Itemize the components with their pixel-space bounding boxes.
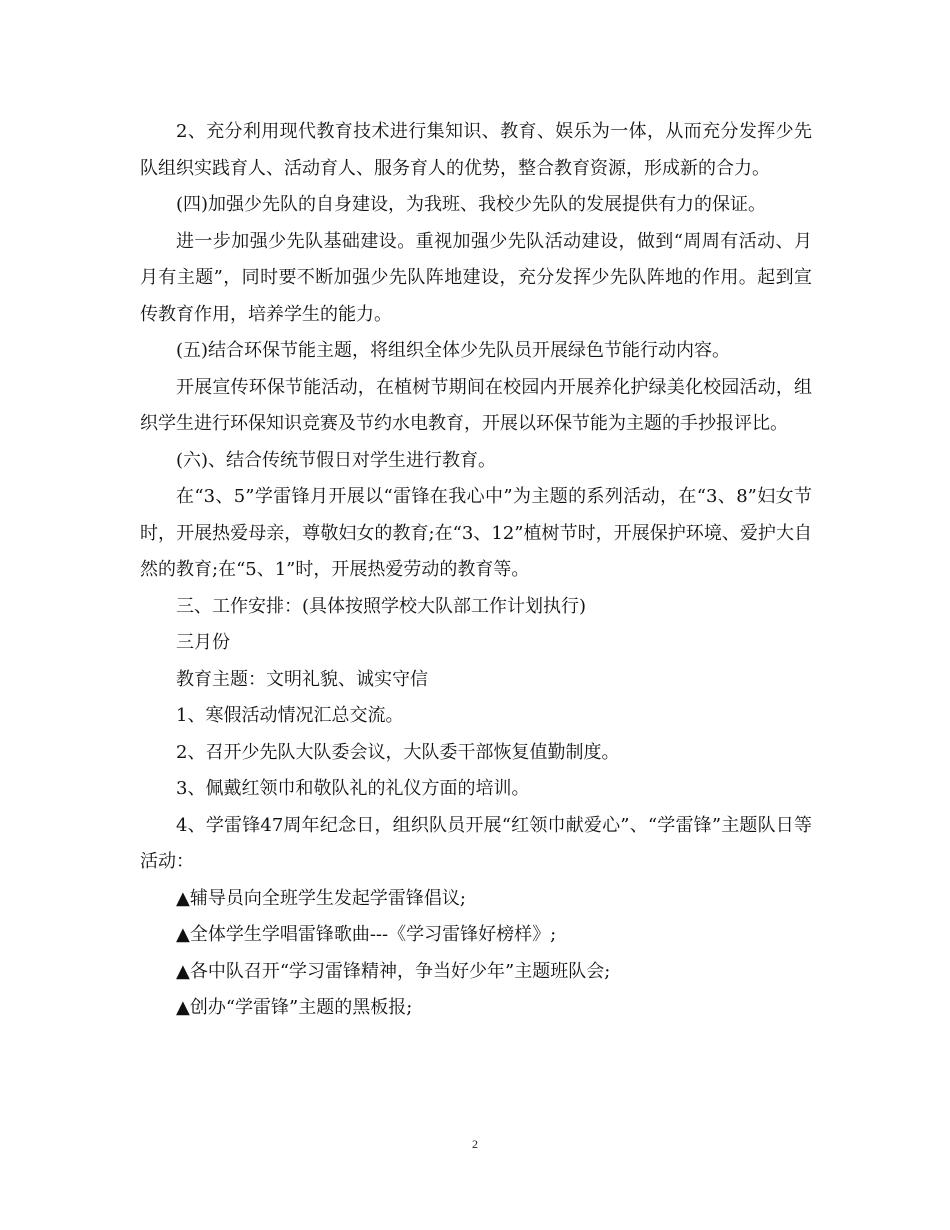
section-heading-6: (六)、结合传统节假日对学生进行教育。 (176, 449, 497, 471)
page-body (140, 114, 812, 1027)
paragraph-2: 进一步加强少先队基础建设。重视加强少先队活动建设，做到“周周有活动、月月有主题”，同时要不断加强少先队阵地建设，充分发挥少先队阵地的作用。起到宣传教育作用，培养学生的能力。 (140, 230, 812, 325)
bullet-item: ▲各中队召开“学习雷锋精神，争当好少年”主题班队会; (176, 960, 611, 982)
list-item: 3、佩戴红领巾和敬队礼的礼仪方面的培训。 (176, 778, 530, 799)
paragraph-3: 开展宣传环保节能活动，在植树节期间在校园内开展养化护绿美化校园活动，组织学生进行环保知识竞赛及节约水电教育，开展以环保节能为主题的手抄报评比。 (140, 376, 812, 434)
month-heading: 三月份 (176, 632, 230, 653)
page-number: 2 (472, 1137, 478, 1151)
work-arrangement-heading: 三、工作安排：(具体按照学校大队部工作计划执行) (176, 595, 587, 617)
bullet-item: ▲创办“学雷锋”主题的黑板报; (176, 997, 413, 1018)
bullet-item: ▲辅导员向全班学生发起学雷锋倡议; (176, 887, 466, 909)
paragraph-1: 2、充分利用现代教育技术进行集知识、教育、娱乐为一体，从而充分发挥少先队组织实践育人、活动育人、服务育人的优势，整合教育资源，形成新的合力。 (140, 121, 812, 179)
education-theme: 教育主题：文明礼貌、诚实守信 (176, 668, 428, 690)
list-item: 2、召开少先队大队委会议，大队委干部恢复值勤制度。 (176, 741, 620, 763)
list-item: 4、学雷锋47周年纪念日，组织队员开展“红领巾献爱心”、“学雷锋”主题队日等活动： (140, 814, 812, 872)
section-heading-4: (四)加强少先队的自身建设，为我班、我校少先队的发展提供有力的保证。 (176, 194, 767, 215)
bullet-item: ▲全体学生学唱雷锋歌曲---《学习雷锋好榜样》; (176, 924, 557, 945)
section-heading-5: (五)结合环保节能主题，将组织全体少先队员开展绿色节能行动内容。 (176, 340, 731, 361)
list-item: 1、寒假活动情况汇总交流。 (176, 705, 404, 726)
paragraph-4: 在“3、5”学雷锋月开展以“雷锋在我心中”为主题的系列活动，在“3、8”妇女节时，开展热爱母亲，尊敬妇女的教育;在“3、12”植树节时，开展保护环境、爱护大自然的教育;在“5、1”时，开展热爱劳动的教育等。 (140, 486, 812, 580)
